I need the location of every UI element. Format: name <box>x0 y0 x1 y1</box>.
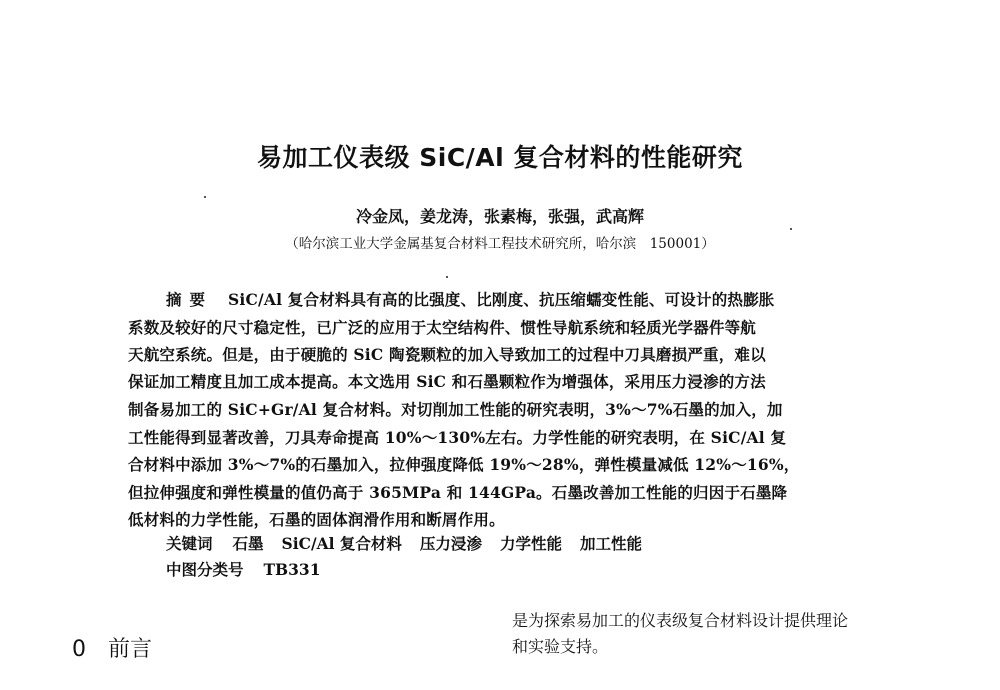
classification <box>166 558 321 580</box>
authors: 冷金凤，姜龙涛，张素梅，张强，武高辉 <box>355 207 644 226</box>
abstract-line-1: 摘要 SiC/Al 复合材料具有高的比强度、比刚度、抗压缩蠕变性能、可设计的热膨胀 <box>128 288 775 312</box>
classification-value: TB331 <box>263 560 321 579</box>
keyword: 压力浸渗 <box>419 534 482 553</box>
abstract-label: 摘要 <box>166 290 214 309</box>
abstract-line-4: 保证加工精度且加工成本提高。本文选用 SiC 和石墨颗粒作为增强体，采用压力浸渗的方法 <box>128 372 766 391</box>
keyword: 力学性能 <box>499 534 562 553</box>
section-title: 前言 <box>108 637 153 662</box>
affiliation: （哈尔滨工业大学金属基复合材料工程技术研究所，哈尔滨 150001） <box>285 236 715 252</box>
keyword: 石墨 <box>232 534 264 553</box>
keyword: SiC/Al 复合材料 <box>281 534 402 553</box>
section-number: 0 <box>72 637 86 662</box>
section-heading <box>72 632 152 663</box>
abstract-line-3: 天航空系统。但是，由于硬脆的 SiC 陶瓷颗粒的加入导致加工的过程中刀具磨损严重，难以 <box>128 345 766 364</box>
keyword: 加工性能 <box>579 534 642 553</box>
abstract-line-2: 系数及较好的尺寸稳定性，已广泛的应用于太空结构件、惯性导航系统和轻质光学器件等航 <box>128 318 757 337</box>
body-text-line-1: 是为探索易加工的仪表级复合材料设计提供理论 <box>512 611 849 630</box>
keywords-label: 关键词 <box>166 534 213 553</box>
body-text-line-2: 和实验支持。 <box>512 637 609 656</box>
abstract-line-5: 制备易加工的 SiC+Gr/Al 复合材料。对切削加工性能的研究表明，3%～7%石墨的加入，加 <box>128 400 783 419</box>
scan-speck <box>790 228 792 230</box>
abstract-line-9: 低材料的力学性能，石墨的固体润滑作用和断屑作用。 <box>128 510 505 529</box>
scan-speck <box>204 196 206 198</box>
abstract-line-8: 但拉伸强度和弹性模量的值仍高于 365MPa 和 144GPa。石墨改善加工性能的归因于石墨降 <box>128 483 788 502</box>
scan-speck <box>446 276 448 278</box>
classification-label: 中图分类号 <box>166 560 244 579</box>
keywords <box>166 532 642 554</box>
abstract-line-6: 工性能得到显著改善，刀具寿命提高 10%～130%左右。力学性能的研究表明，在 SiC/Al 复 <box>128 428 787 447</box>
abstract-line-7: 合材料中添加 3%～7%的石墨加入，拉伸强度降低 19%～28%，弹性模量减低 12%～16%， <box>128 455 800 474</box>
paper-title: 易加工仪表级 SiC/Al 复合材料的性能研究 <box>257 143 743 172</box>
